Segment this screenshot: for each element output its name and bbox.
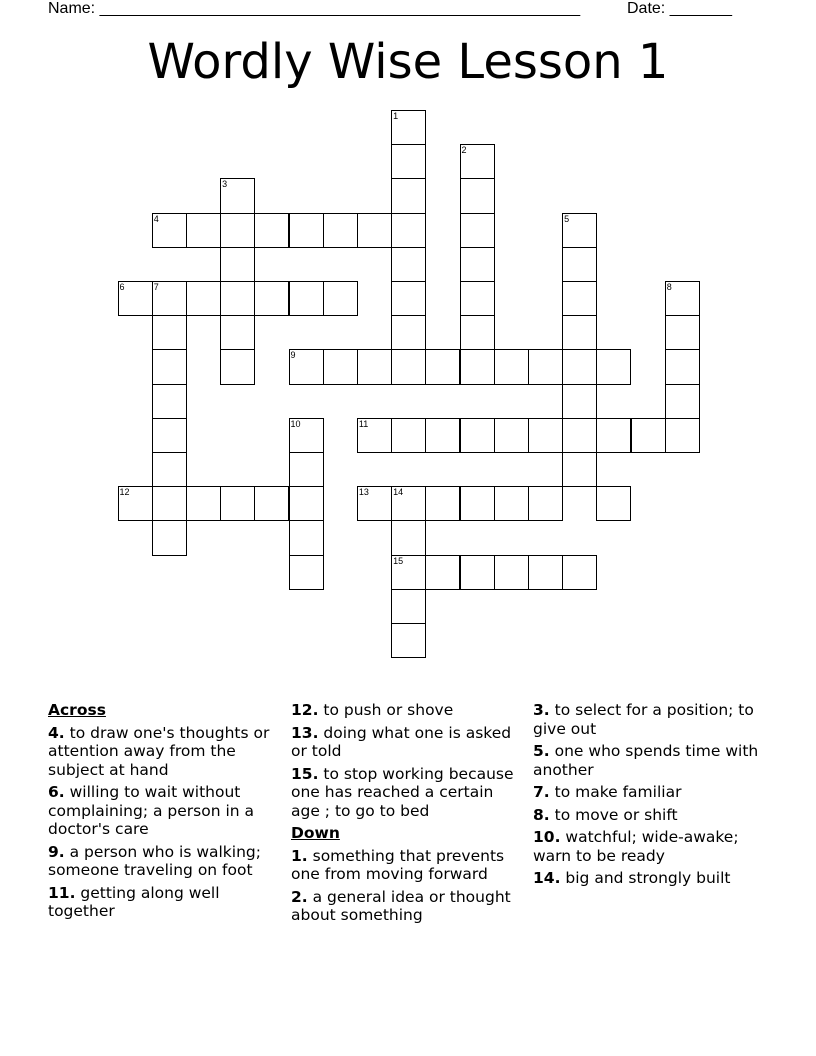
clue-across-12: 12. to push or shove [291, 701, 454, 719]
grid-cell[interactable] [220, 486, 255, 521]
grid-cell[interactable] [152, 315, 187, 350]
grid-cell[interactable] [323, 281, 358, 316]
grid-cell[interactable] [425, 486, 460, 521]
grid-cell[interactable] [391, 144, 426, 179]
grid-cell[interactable] [152, 452, 187, 487]
grid-cell[interactable] [665, 418, 700, 453]
grid-cell[interactable] [528, 486, 563, 521]
grid-cell[interactable] [460, 178, 495, 213]
clue-across-9: 9. a person who is walking; someone traveling on foot [48, 842, 261, 879]
grid-cell[interactable] [289, 213, 324, 248]
grid-cell[interactable] [289, 418, 324, 453]
grid-cell[interactable] [562, 315, 597, 350]
clues-column-3 [533, 701, 769, 892]
grid-cell[interactable] [289, 349, 324, 384]
grid-cell[interactable] [562, 384, 597, 419]
grid-cell[interactable] [391, 110, 426, 145]
grid-cell[interactable] [254, 486, 289, 521]
grid-cell[interactable] [220, 315, 255, 350]
grid-cell[interactable] [528, 349, 563, 384]
grid-cell[interactable] [152, 418, 187, 453]
grid-cell[interactable] [494, 349, 529, 384]
clue-down-7: 7. to make familiar [533, 783, 682, 801]
grid-cell[interactable] [289, 486, 324, 521]
cell-number: 14 [393, 487, 404, 498]
grid-cell[interactable] [220, 178, 255, 213]
cell-number: 8 [666, 282, 672, 292]
clue-across-13: 13. doing what one is asked or told [291, 723, 512, 760]
grid-cell[interactable] [289, 555, 324, 590]
grid-cell[interactable] [391, 520, 426, 555]
grid-cell[interactable] [357, 349, 392, 384]
across-heading: Across [48, 701, 106, 719]
grid-cell[interactable] [562, 247, 597, 282]
grid-cell[interactable] [460, 555, 495, 590]
grid-cell[interactable] [425, 555, 460, 590]
grid-cell[interactable] [596, 486, 631, 521]
clues-column-1 [48, 701, 284, 925]
grid-cell[interactable] [323, 213, 358, 248]
date-field[interactable]: Date: _______ [627, 0, 732, 17]
cell-number: 1 [393, 111, 399, 121]
clue-down-2: 2. a general idea or thought about something [291, 887, 511, 924]
grid-cell[interactable] [220, 213, 255, 248]
grid-cell[interactable] [562, 452, 597, 487]
grid-cell[interactable] [357, 486, 392, 521]
grid-cell[interactable] [562, 418, 597, 453]
grid-cell[interactable] [289, 520, 324, 555]
cell-number: 13 [358, 487, 369, 498]
clues-column-2 [291, 701, 527, 929]
down-heading: Down [291, 824, 340, 842]
grid-cell[interactable] [323, 349, 358, 384]
grid-cell[interactable] [152, 520, 187, 555]
grid-cell[interactable] [289, 281, 324, 316]
cell-number: 5 [564, 213, 570, 224]
clue-down-8: 8. to move or shift [533, 805, 678, 824]
grid-cell[interactable] [460, 213, 495, 248]
page-title: Wordly Wise Lesson 1 [147, 34, 669, 90]
grid-cell[interactable] [357, 418, 392, 453]
grid-cell[interactable] [562, 555, 597, 590]
cell-number: 7 [153, 282, 159, 292]
grid-cell[interactable] [220, 247, 255, 282]
cell-number: 11 [358, 418, 369, 429]
grid-cell[interactable] [118, 281, 153, 316]
grid-cell[interactable] [391, 213, 426, 248]
cell-number: 12 [119, 487, 130, 498]
grid-cell[interactable] [391, 418, 426, 453]
grid-cell[interactable] [152, 486, 187, 521]
grid-cell[interactable] [152, 213, 187, 248]
grid-cell[interactable] [391, 623, 426, 658]
grid-cell[interactable] [460, 315, 495, 350]
grid-cell[interactable] [562, 281, 597, 316]
grid-cell[interactable] [254, 213, 289, 248]
clue-down-14: 14. big and strongly built [533, 869, 731, 887]
cell-number: 4 [153, 213, 159, 224]
grid-cell[interactable] [460, 418, 495, 453]
grid-cell[interactable] [460, 349, 495, 384]
grid-cell[interactable] [528, 418, 563, 453]
clue-down-1: 1. something that prevents one from moving forward [291, 846, 505, 883]
grid-cell[interactable] [186, 213, 221, 248]
grid-cell[interactable] [186, 281, 221, 316]
cell-number: 10 [290, 418, 301, 429]
grid-cell[interactable] [152, 281, 187, 316]
grid-cell[interactable] [494, 555, 529, 590]
grid-cell[interactable] [562, 349, 597, 384]
cell-number: 9 [290, 350, 296, 361]
cell-number: 15 [393, 555, 404, 566]
grid-cell[interactable] [254, 281, 289, 316]
grid-cell[interactable] [460, 486, 495, 521]
clue-down-5: 5. one who spends time with another [533, 742, 759, 779]
grid-cell[interactable] [596, 418, 631, 453]
grid-cell[interactable] [391, 349, 426, 384]
grid-cell[interactable] [665, 281, 700, 316]
grid-cell[interactable] [425, 349, 460, 384]
grid-cell[interactable] [460, 281, 495, 316]
grid-cell[interactable] [357, 213, 392, 248]
grid-cell[interactable] [665, 315, 700, 350]
grid-cell[interactable] [562, 213, 597, 248]
grid-cell[interactable] [220, 281, 255, 316]
clue-across-11: 11. getting along well together [48, 883, 220, 920]
grid-cell[interactable] [494, 418, 529, 453]
grid-cell[interactable] [118, 486, 153, 521]
name-field[interactable]: Name: ______________________________________________________ [48, 0, 581, 17]
grid-cell[interactable] [665, 384, 700, 419]
grid-cell[interactable] [596, 349, 631, 384]
grid-cell[interactable] [391, 178, 426, 213]
grid-cell[interactable] [391, 555, 426, 590]
grid-cell[interactable] [460, 247, 495, 282]
grid-cell[interactable] [391, 281, 426, 316]
clue-across-15: 15. to stop working because one has reached a certain age ; to go to bed [291, 764, 514, 820]
grid-cell[interactable] [494, 486, 529, 521]
grid-cell[interactable] [220, 349, 255, 384]
clue-down-3: 3. to select for a position; to give out [533, 701, 754, 738]
grid-cell[interactable] [631, 418, 666, 453]
grid-cell[interactable] [425, 418, 460, 453]
cell-number: 2 [461, 145, 467, 156]
grid-cell[interactable] [391, 315, 426, 350]
clue-across-6: 6. willing to wait without complaining; a person in a doctor's care [48, 783, 255, 838]
clue-down-10: 10. watchful; wide-awake; warn to be ready [533, 828, 739, 865]
grid-cell[interactable] [186, 486, 221, 521]
grid-cell[interactable] [391, 589, 426, 624]
grid-cell[interactable] [289, 452, 324, 487]
clue-across-4: 4. to draw one's thoughts or attention away from the subject at hand [48, 723, 270, 779]
grid-cell[interactable] [665, 349, 700, 384]
grid-cell[interactable] [391, 247, 426, 282]
grid-cell[interactable] [152, 349, 187, 384]
cell-number: 3 [222, 179, 228, 190]
grid-cell[interactable] [152, 384, 187, 419]
grid-cell[interactable] [460, 144, 495, 179]
cell-number: 6 [119, 282, 125, 292]
grid-cell[interactable] [528, 555, 563, 590]
grid-cell[interactable] [391, 486, 426, 521]
